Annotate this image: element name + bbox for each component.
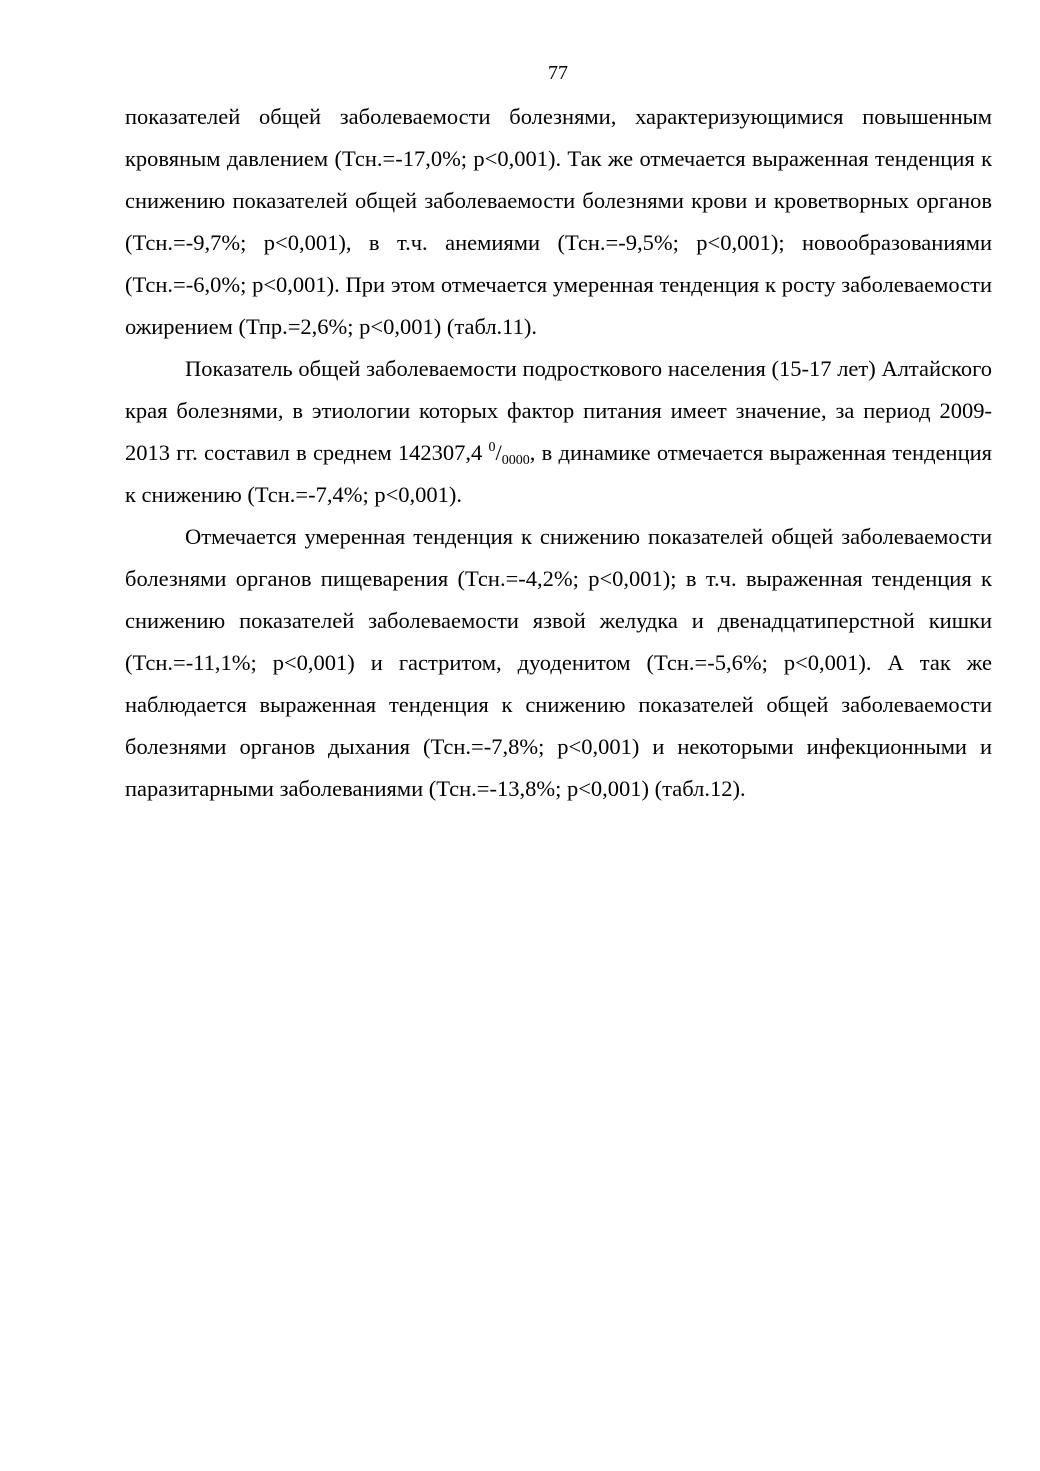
unit-slash: / bbox=[495, 440, 502, 465]
paragraph-digestive-respiratory: Отмечается умеренная тенденция к снижению показателей общей заболеваемости болезнями органов пищеварения (Тсн.=-4,2%; p<0,001); в т.ч. выраженная тенденция к снижению показателей заболеваемости язвой желудка и двенадцатиперстной кишки (Тсн.=-11,1%; p<0,001) и гастритом, дуоденитом (Тсн.=-5,6%; p<0,001). А так же наблюдается выраженная тенденция к снижению показателей общей заболеваемости болезнями органов дыхания (Тсн.=-7,8%; p<0,001) и некоторыми инфекционными и паразитарными заболеваниями (Тсн.=-13,8%; p<0,001) (табл.12). bbox=[125, 524, 992, 801]
unit-subscript: 0000 bbox=[501, 453, 530, 468]
paragraph-text-before-unit: Показатель общей заболеваемости подросткового населения (15-17 лет) Алтайского края болезнями, в этиологии которых фактор питания имеет значение, за период 2009-2013 гг. составил в среднем 142307,4 bbox=[125, 356, 992, 465]
paragraph-text-after-unit: , в динамике отмечается выраженная тенденция к снижению (Тсн.=-7,4%; p<0,001). bbox=[125, 440, 992, 507]
page-number: 77 bbox=[548, 62, 568, 84]
paragraph-adolescent-nutrition bbox=[125, 348, 992, 516]
unit-superscript: 0 bbox=[488, 440, 496, 455]
paragraph-hypertension-blood: показателей общей заболеваемости болезнями, характеризующимися повышенным кровяным давлением (Тсн.=-17,0%; p<0,001). Так же отмечается выраженная тенденция к снижению показателей общей заболеваемости болезнями крови и кроветворных органов (Тсн.=-9,7%; p<0,001), в т.ч. анемиями (Тсн.=-9,5%; p<0,001); новообразованиями (Тсн.=-6,0%; p<0,001). При этом отмечается умеренная тенденция к росту заболеваемости ожирением (Тпр.=2,6%; p<0,001) (табл.11). bbox=[125, 104, 992, 339]
document-body bbox=[125, 96, 992, 810]
